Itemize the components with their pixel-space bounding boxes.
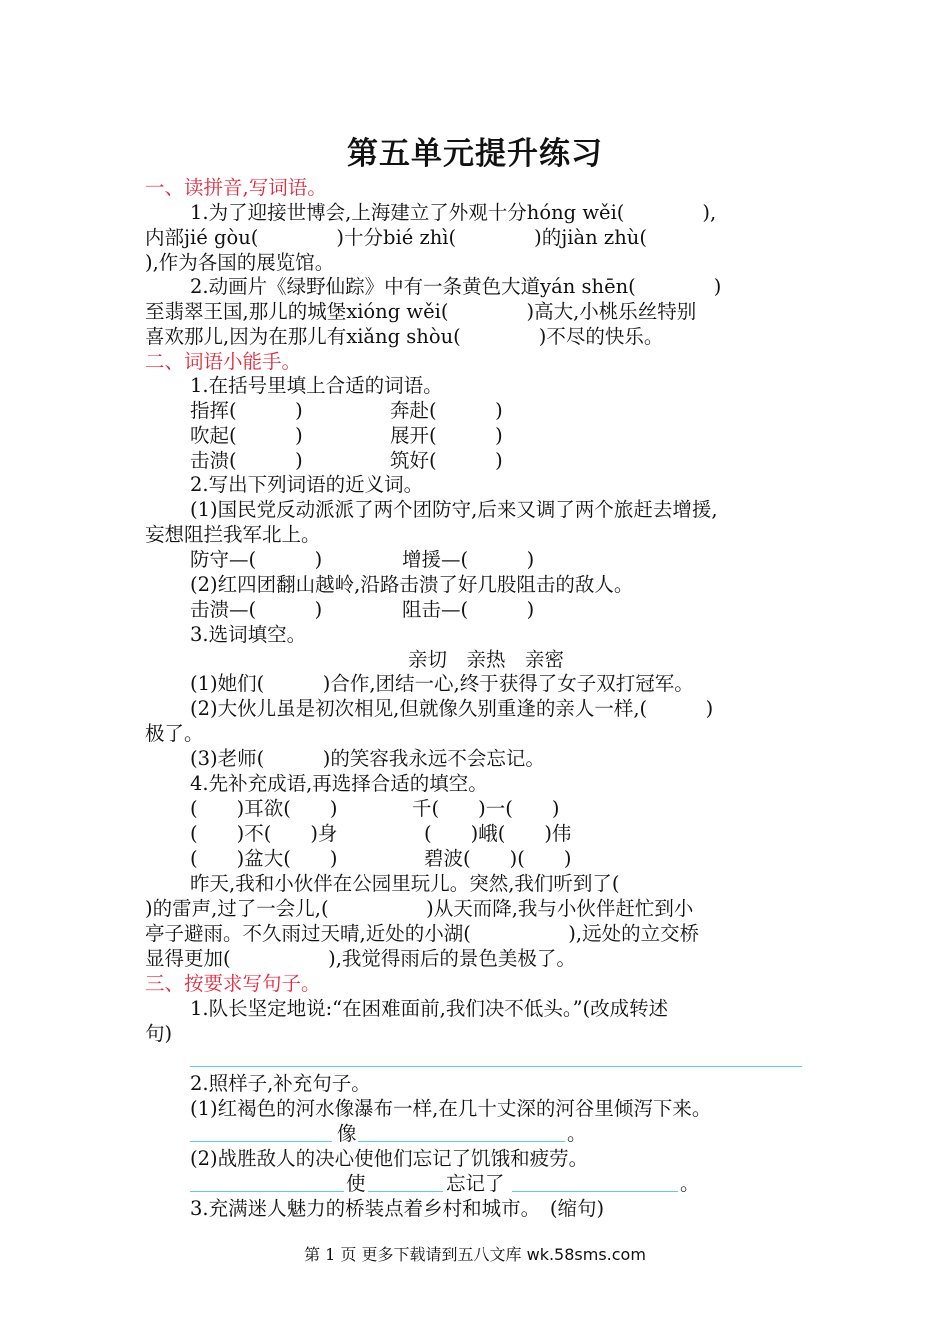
text-line: 2.动画片《绿野仙踪》中有一条黄色大道yán shēn( ) [190, 275, 722, 298]
synonym-item: 增援—( ) [402, 548, 535, 571]
question-prompt: 3.选词填空。 [190, 623, 307, 646]
text-line: (1)国民党反动派派了两个团防守,后来又调了两个旅赶去增援, [190, 498, 718, 521]
answer-blank[interactable] [190, 1141, 332, 1142]
page-footer [0, 1242, 950, 1265]
text-line: (2)战胜敌人的决心使他们忘记了饥饿和疲劳。 [190, 1147, 589, 1170]
example-word: 忘记了 [446, 1172, 505, 1195]
text-line: 句) [145, 1022, 173, 1045]
example-word: 使 [346, 1172, 366, 1195]
section-heading-3: 三、按要求写句子。 [145, 972, 321, 995]
text-line: (2)红四团翻山越岭,沿路击溃了好几股阻击的敌人。 [190, 573, 634, 596]
question-prompt: 1.在括号里填上合适的词语。 [190, 374, 443, 397]
idiom-item: 千( )一( ) [412, 797, 560, 820]
idiom-item: 碧波( )( ) [424, 847, 572, 870]
question-prompt: 2.照样子,补充句子。 [190, 1072, 371, 1095]
answer-line[interactable] [190, 1066, 802, 1067]
footer-site-link[interactable]: wk.58sms.com [526, 1245, 646, 1264]
text-line: (3)老师( )的笑容我永远不会忘记。 [190, 747, 545, 770]
text-line: 至翡翠王国,那儿的城堡xióng wěi( )高大,小桃乐丝特别 [145, 300, 697, 323]
idiom-item: ( )耳欲( ) [190, 797, 338, 820]
idiom-item: ( )盆大( ) [190, 847, 338, 870]
text-line: 1.队长坚定地说:“在困难面前,我们决不低头。”(改成转述 [190, 997, 669, 1020]
text-line: 妄想阻拦我军北上。 [145, 523, 321, 546]
word-item: 奔赴( ) [390, 399, 503, 422]
answer-blank[interactable] [512, 1191, 678, 1192]
text-line: 喜欢那儿,因为在那儿有xiǎng shòu( )不尽的快乐。 [145, 325, 664, 348]
page-title: 第五单元提升练习 [347, 136, 603, 172]
text-line: (1)她们( )合作,团结一心,终于获得了女子双打冠军。 [190, 672, 694, 695]
section-heading-1: 一、读拼音,写词语。 [145, 176, 327, 199]
word-item: 指挥( ) [190, 399, 303, 422]
word-choices: 亲切 亲热 亲密 [408, 648, 565, 671]
answer-blank[interactable] [190, 1191, 344, 1192]
question-prompt: 4.先补充成语,再选择合适的填空。 [190, 772, 488, 795]
text-line: )的雷声,过了一会儿,( )从天而降,我与小伙伴赶忙到小 [145, 897, 694, 920]
text-line: 1.为了迎接世博会,上海建立了外观十分hóng wěi( ), [190, 201, 717, 224]
word-item: 击溃( ) [190, 449, 303, 472]
sentence-end: 。 [680, 1172, 700, 1195]
text-line: 亭子避雨。不久雨过天晴,近处的小湖( ),远处的立交桥 [145, 922, 700, 945]
text-line: 昨天,我和小伙伴在公园里玩儿。突然,我们听到了( [190, 872, 620, 895]
synonym-item: 击溃—( ) [190, 598, 323, 621]
text-line: 极了。 [145, 722, 204, 745]
sentence-end: 。 [567, 1122, 587, 1145]
idiom-item: ( )峨( )伟 [424, 822, 572, 845]
text-line: (1)红褐色的河水像瀑布一样,在几十丈深的河谷里倾泻下来。 [190, 1097, 712, 1120]
synonym-item: 阻击—( ) [402, 598, 535, 621]
example-word: 像 [337, 1122, 357, 1145]
word-item: 展开( ) [390, 424, 503, 447]
synonym-item: 防守—( ) [190, 548, 323, 571]
word-item: 筑好( ) [390, 449, 503, 472]
section-heading-2: 二、词语小能手。 [145, 350, 302, 373]
text-line: 显得更加( ),我觉得雨后的景色美极了。 [145, 947, 576, 970]
answer-blank[interactable] [358, 1141, 565, 1142]
idiom-item: ( )不( )身 [190, 822, 338, 845]
text-line: ),作为各国的展览馆。 [145, 251, 335, 274]
answer-blank[interactable] [368, 1191, 443, 1192]
text-line: 3.充满迷人魅力的桥装点着乡村和城市。 (缩句) [190, 1197, 605, 1220]
text-line: (2)大伙儿虽是初次相见,但就像久别重逢的亲人一样,( ) [190, 697, 714, 720]
question-prompt: 2.写出下列词语的近义词。 [190, 473, 424, 496]
footer-text: 第 1 页 更多下载请到五八文库 [304, 1245, 527, 1264]
word-item: 吹起( ) [190, 424, 303, 447]
text-line: 内部jié gòu( )十分bié zhì( )的jiàn zhù( [145, 226, 647, 249]
